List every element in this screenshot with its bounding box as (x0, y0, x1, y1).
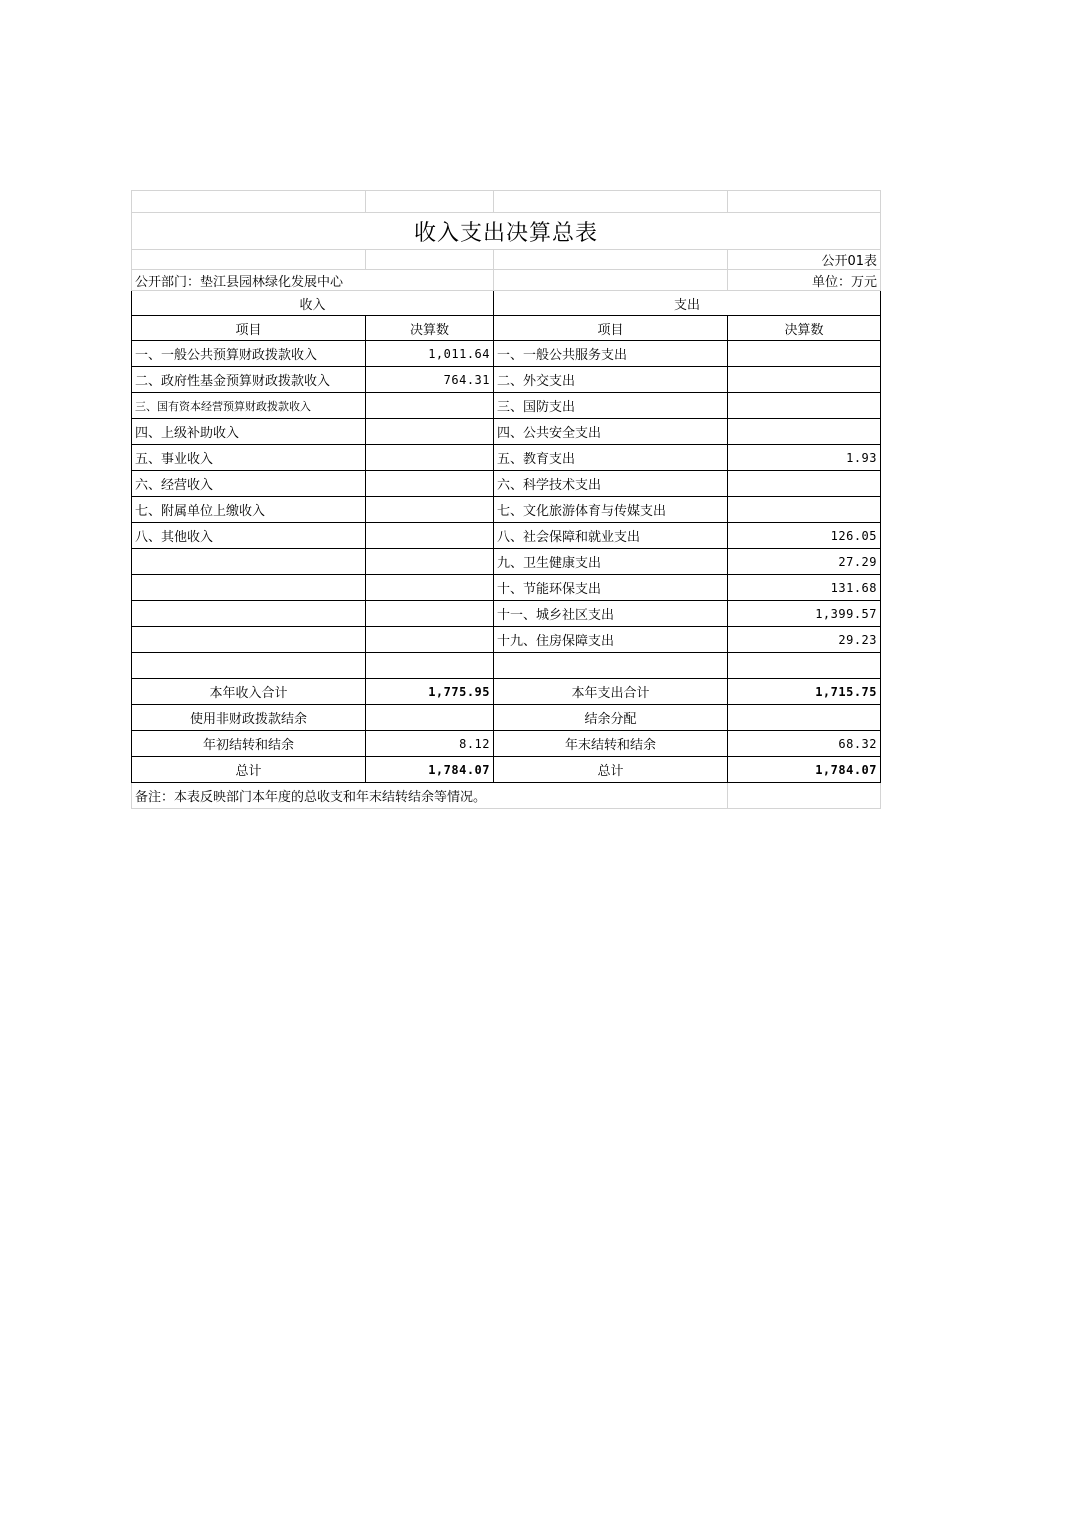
expense-amount (728, 341, 881, 367)
expense-amount-header: 决算数 (728, 316, 881, 341)
expense-item-header: 项目 (494, 316, 728, 341)
blank-cell (728, 783, 881, 809)
blank-cell (494, 270, 728, 291)
summary-row (132, 731, 881, 757)
table-row (132, 575, 881, 601)
table-row (132, 523, 881, 549)
summary-row (132, 705, 881, 731)
department-label: 公开部门：垫江县园林绿化发展中心 (132, 270, 494, 291)
page-title: 收入支出决算总表 (132, 213, 881, 250)
table-row (132, 471, 881, 497)
form-code: 公开01表 (728, 250, 881, 270)
expense-item: 一、一般公共服务支出 (494, 341, 728, 367)
expense-amount: 1,399.57 (728, 601, 881, 627)
income-amount (366, 445, 494, 471)
income-expense-table (131, 190, 881, 809)
expense-item: 十九、住房保障支出 (494, 627, 728, 653)
income-amount (366, 575, 494, 601)
income-item: 八、其他收入 (132, 523, 366, 549)
expense-item: 十一、城乡社区支出 (494, 601, 728, 627)
summary-income-item: 年初结转和结余 (132, 731, 366, 757)
note-text: 备注：本表反映部门本年度的总收支和年末结转结余等情况。 (132, 783, 728, 809)
blank-cell (132, 191, 366, 213)
income-item: 一、一般公共预算财政拨款收入 (132, 341, 366, 367)
expense-amount: 1.93 (728, 445, 881, 471)
expense-amount (728, 393, 881, 419)
table-row (132, 419, 881, 445)
income-amount (366, 601, 494, 627)
income-item: 四、上级补助收入 (132, 419, 366, 445)
income-item: 六、经营收入 (132, 471, 366, 497)
table-row (132, 653, 881, 679)
table-row (132, 627, 881, 653)
table-row (132, 341, 881, 367)
summary-expense-item: 年末结转和结余 (494, 731, 728, 757)
table-row (132, 549, 881, 575)
income-amount (366, 627, 494, 653)
summary-expense-amount (728, 705, 881, 731)
summary-income-item: 本年收入合计 (132, 679, 366, 705)
expense-amount: 27.29 (728, 549, 881, 575)
summary-expense-item: 总计 (494, 757, 728, 783)
expense-header: 支出 (494, 291, 881, 316)
summary-income-amount (366, 705, 494, 731)
income-amount-header: 决算数 (366, 316, 494, 341)
summary-expense-item: 结余分配 (494, 705, 728, 731)
expense-amount (728, 471, 881, 497)
summary-income-item: 总计 (132, 757, 366, 783)
blank-cell (494, 250, 728, 270)
income-item (132, 653, 366, 679)
summary-expense-amount: 1,784.07 (728, 757, 881, 783)
expense-item: 八、社会保障和就业支出 (494, 523, 728, 549)
note-row (132, 783, 881, 809)
income-amount (366, 497, 494, 523)
income-amount (366, 653, 494, 679)
income-item: 七、附属单位上缴收入 (132, 497, 366, 523)
income-item (132, 575, 366, 601)
income-item: 五、事业收入 (132, 445, 366, 471)
summary-expense-amount: 68.32 (728, 731, 881, 757)
income-item: 二、政府性基金预算财政拨款收入 (132, 367, 366, 393)
income-item: 三、国有资本经营预算财政拨款收入 (132, 393, 366, 419)
expense-item: 五、教育支出 (494, 445, 728, 471)
expense-amount: 29.23 (728, 627, 881, 653)
table-row (132, 393, 881, 419)
summary-expense-item: 本年支出合计 (494, 679, 728, 705)
income-amount: 764.31 (366, 367, 494, 393)
unit-label: 单位：万元 (728, 270, 881, 291)
table-row (132, 601, 881, 627)
summary-income-amount: 1,784.07 (366, 757, 494, 783)
expense-amount (728, 497, 881, 523)
expense-item: 二、外交支出 (494, 367, 728, 393)
blank-cell (728, 191, 881, 213)
income-item (132, 627, 366, 653)
income-item-header: 项目 (132, 316, 366, 341)
blank-cell (366, 191, 494, 213)
expense-amount (728, 367, 881, 393)
expense-item: 四、公共安全支出 (494, 419, 728, 445)
summary-income-amount: 8.12 (366, 731, 494, 757)
summary-income-item: 使用非财政拨款结余 (132, 705, 366, 731)
blank-cell (494, 191, 728, 213)
income-header: 收入 (132, 291, 494, 316)
expense-item: 十、节能环保支出 (494, 575, 728, 601)
income-amount (366, 549, 494, 575)
expense-item: 九、卫生健康支出 (494, 549, 728, 575)
summary-income-amount: 1,775.95 (366, 679, 494, 705)
expense-item: 六、科学技术支出 (494, 471, 728, 497)
summary-row (132, 679, 881, 705)
table-row (132, 445, 881, 471)
budget-sheet (131, 190, 880, 809)
expense-amount (728, 653, 881, 679)
income-item (132, 601, 366, 627)
table-row (132, 367, 881, 393)
expense-amount: 131.68 (728, 575, 881, 601)
income-item (132, 549, 366, 575)
expense-amount: 126.05 (728, 523, 881, 549)
income-amount (366, 471, 494, 497)
expense-item: 三、国防支出 (494, 393, 728, 419)
expense-item: 七、文化旅游体育与传媒支出 (494, 497, 728, 523)
summary-row (132, 757, 881, 783)
income-amount (366, 523, 494, 549)
expense-item (494, 653, 728, 679)
blank-cell (132, 250, 366, 270)
income-amount: 1,011.64 (366, 341, 494, 367)
table-row (132, 497, 881, 523)
expense-amount (728, 419, 881, 445)
income-amount (366, 419, 494, 445)
summary-expense-amount: 1,715.75 (728, 679, 881, 705)
blank-cell (366, 250, 494, 270)
income-amount (366, 393, 494, 419)
